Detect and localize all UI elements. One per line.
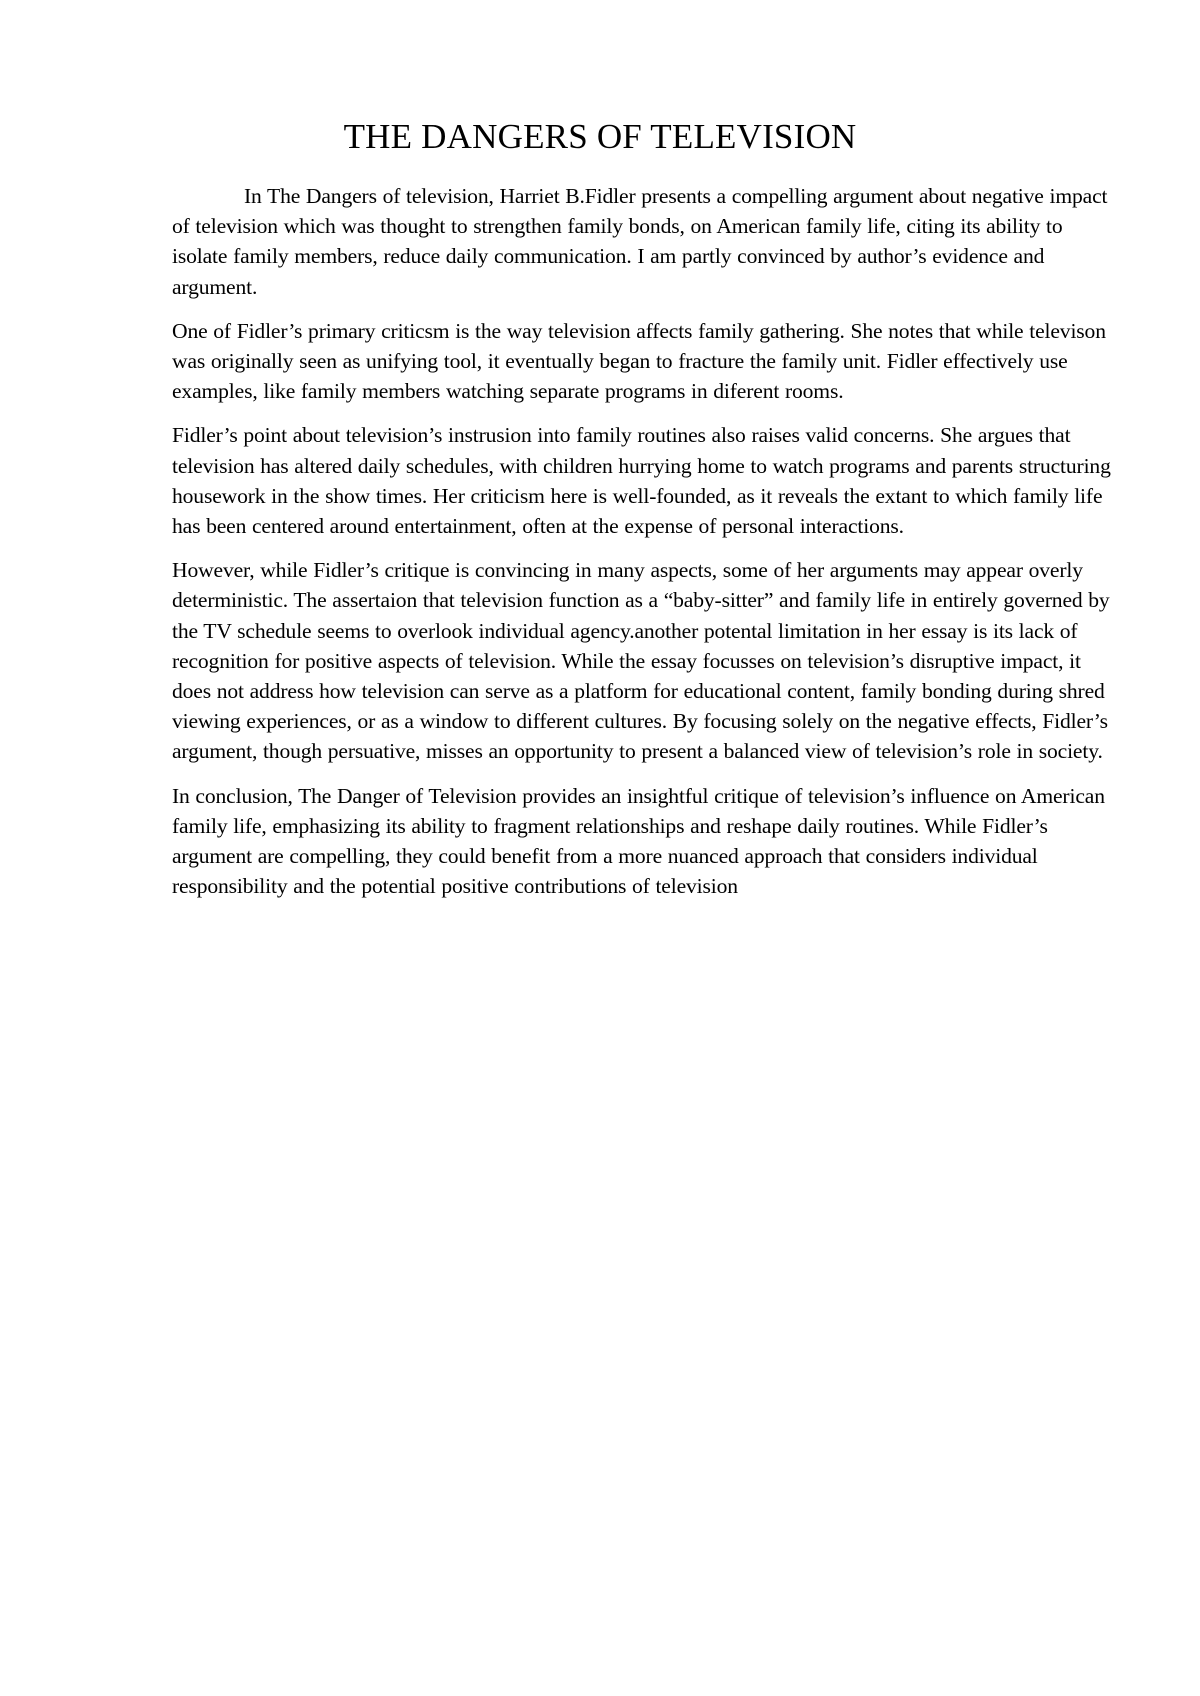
paragraph-conclusion: In conclusion, The Danger of Television provides an insightful critique of television’s influence on American family life, emphasizing its ability to fragment relationships and reshape daily routines. While Fidler’s argument are compelling, they could benefit from a more nuanced approach that considers individual responsibility and the potential positive contributions of television — [172, 783, 1105, 899]
paragraph-introduction: In The Dangers of television, Harriet B.Fidler presents a compelling argument about negative impact of television which was thought to strengthen family bonds, on American family life, citing its ability to isolate family members, reduce daily communication. I am partly convinced by author’s evidence and argument. — [172, 184, 1108, 299]
paragraph-critique-limitations: However, while Fidler’s critique is convincing in many aspects, some of her arguments may appear overly deterministic. The assertaion that television function as a “baby-sitter” and family life in entirely governed by the TV schedule seems to overlook individual agency.another potental limitation in her essay is its lack of recognition for positive aspects of television. While the essay focusses on television’s disruptive impact, it does not address how television can serve as a platform for educational content, family bonding during shred viewing experiences, or as a window to different cultures. By focusing solely on the negative effects, Fidler’s argument, though persuative, misses an opportunity to present a balanced view of television’s role in society. — [172, 558, 1110, 764]
document-body — [172, 181, 1116, 915]
document-title: THE DANGERS OF TELEVISION — [343, 117, 857, 156]
paragraph-family-gathering: One of Fidler’s primary criticsm is the way television affects family gathering. She notes that while televison was originally seen as unifying tool, it eventually began to fracture the family unit. Fidler effectively use examples, like family members watching separate programs in diferent rooms. — [172, 318, 1106, 404]
paragraph-family-routines: Fidler’s point about television’s instrusion into family routines also raises valid concerns. She argues that television has altered daily schedules, with children hurrying home to watch programs and parents structuring housework in the show times. Her criticism here is well-founded, as it reveals the extant to which family life has been centered around entertainment, often at the expense of personal interactions. — [172, 423, 1111, 539]
